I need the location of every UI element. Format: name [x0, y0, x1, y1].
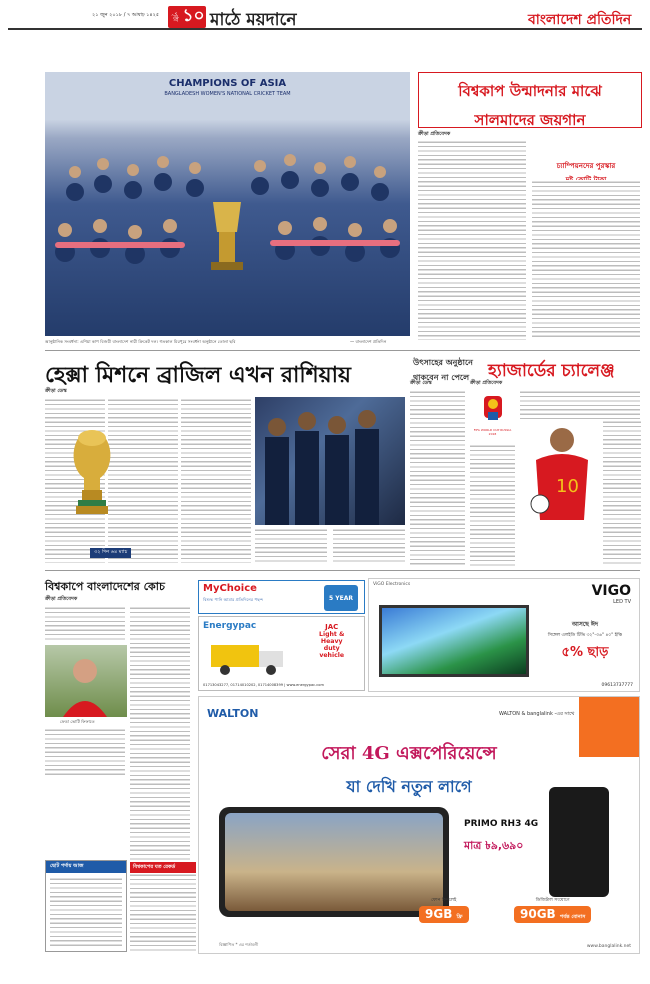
walton-disclaimer: বিজ্ঞাপিত * এর শর্তাবলী — [219, 942, 259, 947]
ad-energypac[interactable] — [198, 616, 365, 691]
sidebar-box-body — [50, 877, 122, 949]
brazil-body-col-3 — [181, 398, 251, 563]
vigo-tv-illustration — [379, 605, 529, 677]
walton-model: PRIMO RH3 4G — [464, 819, 539, 829]
coach-body-col-2 — [130, 606, 190, 861]
coach-body-col-3 — [45, 728, 125, 776]
sidebar-box-title: ছোট পর্দায় আজ — [46, 861, 126, 873]
hazard-body-col-1 — [470, 444, 515, 566]
page-number-badge — [168, 6, 206, 28]
hazard-photo — [522, 420, 602, 520]
banglalink-logo — [579, 697, 639, 757]
brazil-team-photo — [255, 397, 405, 525]
energypac-brand: Energypac — [203, 621, 257, 631]
trophy-caption: ৩২ দিন ৬৪ ম্যাচ — [90, 548, 131, 558]
brazil-body-col-5 — [333, 528, 405, 564]
page-label: পৃষ্ঠা — [171, 12, 179, 22]
salma-byline: ক্রীড়া প্রতিবেদক — [418, 131, 451, 137]
salma-headline-2: সালমাদের জয়গান — [474, 111, 586, 129]
walton-data-label-1: ফোন কিনলেই — [431, 898, 457, 903]
energypac-line4: vehicle — [319, 652, 345, 659]
paper-name: বাংলাদেশ প্রতিদিন — [528, 12, 632, 28]
records-title: বিশ্বকাপের যত রেকর্ড — [130, 862, 196, 874]
walton-phone-horizontal — [219, 807, 449, 917]
section-rule — [45, 350, 640, 351]
walton-price: মাত্র ৳৯,৬৯০ — [464, 839, 524, 852]
brazil-headline: হেক্সা মিশনে ব্রাজিল এখন রাশিয়ায় — [45, 362, 351, 388]
vigo-logo-sub: LED TV — [613, 599, 631, 605]
walton-partner: WALTON & banglalink -এর সাথে — [499, 711, 575, 717]
pele-kicker: উৎসাহের অনুষ্ঠানে — [413, 357, 473, 367]
pele-byline: ক্রীড়া ডেস্ক — [410, 380, 432, 386]
ad-mychoice[interactable] — [198, 580, 365, 614]
truck-icon — [209, 637, 289, 677]
coach-headline: বিশ্বকাপে বাংলাদেশের কোচ — [45, 580, 165, 593]
walton-data-offer-1 — [419, 897, 469, 923]
brazil-body-col-4 — [255, 528, 327, 564]
vigo-offer-1: আসছে ঈদ — [571, 621, 599, 628]
vigo-brand: ViGO Electronics — [373, 582, 411, 587]
records-body — [130, 873, 196, 953]
walton-data-offer-2 — [514, 897, 591, 923]
mychoice-tagline: বিশুদ্ধ পানি আমার প্রতিদিনের পছন্দ — [203, 597, 264, 602]
energypac-line2: Heavy — [320, 638, 343, 645]
hazard-body-col-3 — [603, 420, 641, 565]
energypac-text — [319, 623, 344, 659]
world-cup-trophy-icon — [62, 428, 122, 522]
walton-data-2: 90GB — [520, 907, 556, 921]
hazard-body-top — [520, 390, 640, 420]
salma-headline-1: বিশ্বকাপ উন্মাদনার মাঝে — [458, 82, 602, 100]
vigo-discount: ৫% ছাড় — [561, 645, 609, 660]
walton-phone-vertical — [549, 787, 609, 897]
energypac-phones: 01713043277, 01714010202, 01714008399 | www.energypac.com — [203, 683, 324, 687]
photo-caption: আনুষ্ঠানিক সংবর্ধনা: এশিয়া কাপ বিজয়ী বাংলাদেশ নারী ক্রিকেট দল। গতকাল মিরপুরে সংবর্ধনা অনুষ্ঠানে তোলা ছবি — [45, 339, 236, 344]
hazard-headline: হ্যাজার্ডের চ্যালেঞ্জ — [488, 361, 615, 381]
vigo-logo-text: VIGO — [591, 583, 631, 599]
walton-brand: WALTON — [207, 707, 259, 720]
walton-data-1-tag: ফ্রি — [456, 914, 463, 920]
ad-vigo[interactable] — [368, 578, 640, 692]
salma-body-col-2 — [532, 180, 640, 340]
sidebar-tv-box — [45, 860, 127, 952]
photo-credit: — বাংলাদেশ প্রতিদিন — [350, 339, 387, 344]
walton-data-2-tag: পর্যন্ত বোনাস — [559, 914, 586, 920]
walton-headline — [269, 739, 549, 801]
mychoice-brand: MyChoice — [203, 583, 257, 594]
walton-website: www.banglalink.net — [586, 944, 631, 949]
energypac-line1: Light & — [319, 631, 345, 638]
page-number: ১০ — [182, 6, 205, 26]
walton-data-label-2: ডিজিটাল সংযোগে — [535, 898, 570, 903]
salma-body-col-1 — [418, 140, 526, 340]
ad-walton[interactable] — [198, 696, 640, 954]
coach-photo — [45, 645, 127, 717]
pele-headline: থাকবেন না পেলে — [413, 372, 470, 382]
fifa-logo — [470, 392, 515, 440]
salma-headline-box — [418, 72, 642, 128]
hazard-jersey-number: 10 — [556, 476, 579, 497]
walton-headline-1: সেরা 4G এক্সপেরিয়েন্সে — [321, 743, 497, 764]
players-illustration — [45, 72, 410, 336]
vigo-phone: 09613737777 — [601, 683, 633, 688]
banner-title: CHAMPIONS OF ASIA — [168, 78, 287, 89]
energypac-jac: JAC — [325, 623, 339, 631]
vigo-offer-2: সিঙ্গেল এলইডি টিভি ৩২"-৩৬" ৪০" ইঞ্চি — [547, 633, 623, 638]
vigo-offer — [537, 619, 633, 664]
energypac-line3: duty — [323, 645, 340, 652]
walton-headline-2: যা দেখি নতুন লাগে — [346, 777, 472, 796]
fifa-logo-text: FIFA WORLD CUP RUSSIA 2018 — [473, 428, 512, 436]
brazil-byline: ক্রীড়া ডেস্ক — [45, 388, 67, 394]
hazard-byline: ক্রীড়া প্রতিবেদক — [470, 380, 503, 386]
salma-subhead-1: চ্যাম্পিয়নদের পুরস্কার — [556, 161, 616, 170]
banner-subtitle: BANGLADESH WOMEN'S NATIONAL CRICKET TEAM — [164, 91, 291, 97]
vigo-logo — [592, 583, 631, 605]
masthead-date: ২১ জুন ২০১৮ / ৭ আষাঢ় ১৪২৫ — [92, 12, 160, 18]
coach-body-col-1 — [45, 606, 125, 642]
coach-photo-caption: ফেডা ভোটি ফিফাতে — [60, 719, 95, 724]
mychoice-badge: 5 YEAR — [324, 585, 358, 611]
pele-body-col-1 — [410, 390, 465, 565]
coach-byline: ক্রীড়া প্রতিবেদক — [45, 596, 78, 602]
section-title: মাঠে ময়দানে — [210, 10, 297, 30]
walton-data-1: 9GB — [425, 907, 453, 921]
champions-photo — [45, 72, 410, 336]
